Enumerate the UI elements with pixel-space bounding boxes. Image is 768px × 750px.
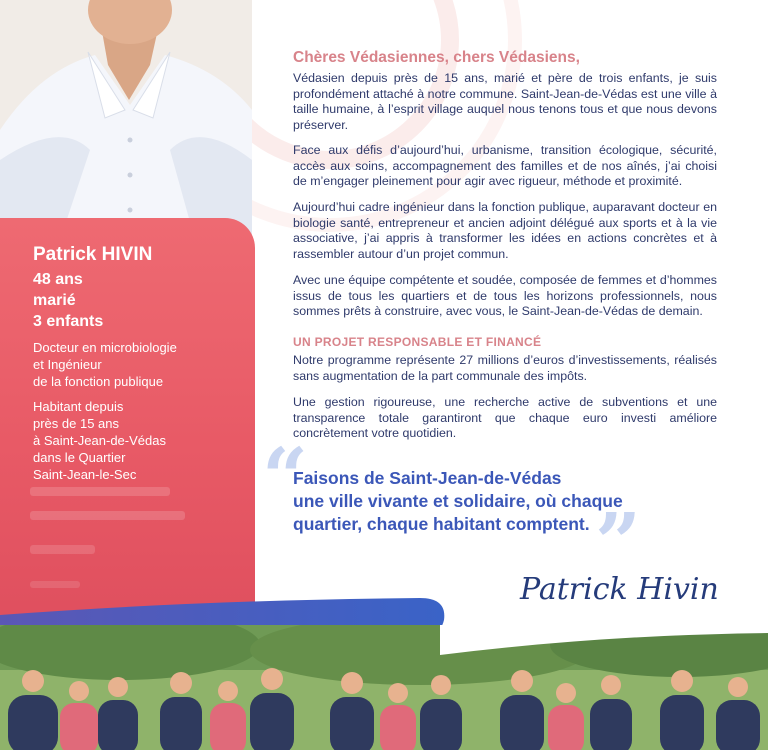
quote-line-1: Faisons de Saint-Jean-de-Védas [293,468,562,488]
signature: Patrick Hivin [520,572,719,607]
residence-line-4: dans le Quartier [33,450,126,465]
panel-decoration [30,483,230,613]
letter-paragraph-2: Face aux défis d’aujourd’hui, urbanisme, transition écologique, sécurité, accès aux soins, accompagnement des familles et de nos aînés, j’ai choisi de m’engager pleinement pour agir avec rigueur, méthode et proximité. [293,143,717,189]
letter-paragraph-1: Védasien depuis près de 15 ans, marié et père de trois enfants, je suis profondément attaché à notre commune. Saint-Jean-de-Védas est une ville à taille humaine, à l’esprit village auquel nous tenons tous et que nous devons préserver. [293,71,717,132]
quote-line-3: quartier, chaque habitant comptent. [293,514,590,534]
team-photo [0,625,768,750]
profession-line-3: de la fonction publique [33,374,164,389]
close-quote-icon: ” [595,495,642,589]
open-quote-icon: “ [262,430,309,524]
letter-greeting: Chères Védasiennes, chers Védasiens, [293,49,580,66]
residence-line-1: Habitant depuis [33,399,124,414]
candidate-portrait [0,0,252,240]
residence-line-2: près de 15 ans [33,416,120,431]
letter-paragraph-6: Une gestion rigoureuse, une recherche active de subventions et une transparence totale garantiront que chaque euro investi améliore concrètement votre quotidien. [293,395,717,441]
profession-line-2: et Ingénieur [33,357,102,372]
profession-line-1: Docteur en microbiologie [33,340,177,355]
residence-line-3: à Saint-Jean-de-Védas [33,433,166,448]
letter-paragraph-4: Avec une équipe compétente et soudée, composée de femmes et d’hommes issus de tous les quartiers et de tous les horizons professionnels, nous sommes prêts à construire, avec vous, le Saint-Jean-de-Védas de demain. [293,273,717,319]
section-title: UN PROJET RESPONSABLE ET FINANCÉ [293,335,542,349]
candidate-info-panel [0,218,255,628]
quote-line-2: une ville vivante et solidaire, où chaque [293,491,623,511]
letter-paragraph-3: Aujourd’hui cadre ingénieur dans la fonction publique, auparavant docteur en biologie santé, entrepreneur et ancien adjoint délégué aux sports et à la vie associative, j’ai appris à transformer les idées en actions concrètes et à rassembler autour d’un projet commun. [293,200,717,261]
candidate-age: 48 ans [33,271,83,288]
letter-paragraph-5: Notre programme représente 27 millions d’euros d’investissements, réalisés sans augmentation de la part communale des impôts. [293,353,717,383]
residence-line-5: Saint-Jean-le-Sec [33,467,137,482]
candidate-marital-status: marié [33,292,76,309]
candidate-name: Patrick HIVIN [33,244,153,265]
candidate-children: 3 enfants [33,313,104,330]
